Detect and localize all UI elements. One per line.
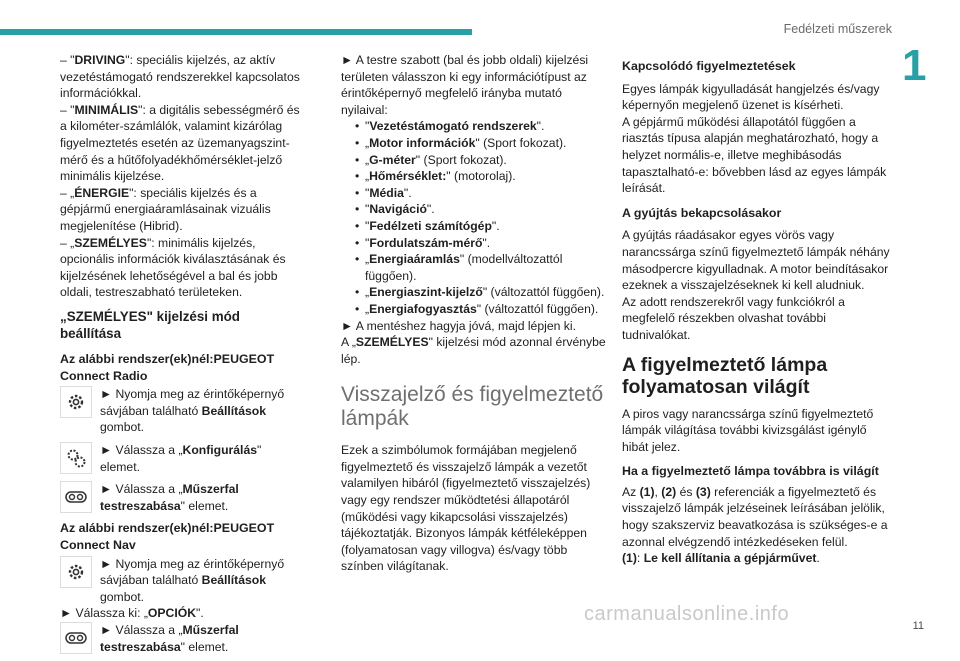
list-item: • "Fordulatszám-mérő". <box>355 235 606 252</box>
warning-lamps-heading: Visszajelző és figyelmeztető lámpák <box>341 383 604 431</box>
step-row <box>60 442 300 475</box>
related-warnings-heading: Kapcsolódó figyelmeztetések <box>622 59 796 73</box>
ignition-heading: A gyújtás bekapcsolásakor <box>622 205 782 220</box>
info-type-list <box>341 118 606 317</box>
ignition-body: A gyújtás ráadásakor egyes vörös vagy narancssárga színű figyelmeztető lámpák néhány másodpercre kigyulladnak. A motor beindításakor ezeknek a visszajelzéseknek ki kell aludniuk. Az adott rendszerekről vagy funkciókról a megfelelő részekben olvashat további tudnivalókat. <box>622 228 890 342</box>
section-title: Fedélzeti műszerek <box>783 22 892 36</box>
list-item: • „Hőmérséklet:" (motorolaj). <box>355 168 606 185</box>
list-item: • „Energiaáramlás" (modellváltozattól függően). <box>355 251 606 284</box>
step-row <box>60 556 300 606</box>
persistent-lamp-heading: Ha a figyelmeztető lámpa továbbra is világít <box>622 464 879 479</box>
personal-mode-heading: „SZEMÉLYES" kijelzési mód beállítása <box>60 308 240 341</box>
column-3 <box>622 58 890 567</box>
double-gear-icon <box>60 442 92 474</box>
step-text: ► Válassza a „Műszerfal testreszabása" elemet. <box>100 482 239 513</box>
gear-icon <box>60 386 92 418</box>
column-1 <box>60 52 300 661</box>
header-accent-bar <box>0 29 472 35</box>
dashboard-icon <box>60 622 92 654</box>
chapter-number: 1 <box>902 41 927 90</box>
gear-icon <box>60 556 92 588</box>
page-number: 11 <box>912 620 924 632</box>
step-row <box>60 386 300 436</box>
mode-item: – "MINIMÁLIS": a digitális sebességmérő és a kilométer-számlálók, valamint kizárólag figyelmeztetés esetén az üzemanyagszint-mérő és a hűtőfolyadékhőmérséklet-jelző minimális kijelzése. <box>60 102 300 184</box>
warning-lamps-body: Ezek a szimbólumok formájában megjelenő figyelmeztető és visszajelző lámpák a vezetőt valamilyen hibáról (figyelmeztető visszajelzés) vagy egy rendszer működtetési állapotáról (működési vagy kikapcsolási visszajelzés) tájékoztatják. Bizonyos lámpák kétféleképpen (folyamatosan vagy villogva) és/vagy több színben világítanak. <box>341 443 591 574</box>
step-text: ► Válassza ki: „OPCIÓK". <box>60 606 204 621</box>
reference-1-text: (1): Le kell állítania a gépjárművet. <box>622 551 820 566</box>
mode-list <box>60 52 300 301</box>
list-item: • "Média". <box>355 185 606 202</box>
step-text: ► Válassza a „Konfigurálás" elemet. <box>100 443 262 474</box>
dashboard-icon <box>60 481 92 513</box>
watermark: carmanualsonline.info <box>584 603 790 625</box>
persistent-lamp-body: Az (1), (2) és (3) referenciák a figyelmeztető és visszajelző lámpák jelzéseinek leírásában jelölik, hogy szakszerviz beavatkozása is szükséges-e a azonnal elvégzendő intézkedéseken felül. <box>622 484 888 549</box>
list-item: • "Navigáció". <box>355 201 606 218</box>
radio-system-heading: Az alábbi rendszer(ek)nél:PEUGEOT Connect Radio <box>60 352 275 383</box>
mode-item: – „ÉNERGIE": speciális kijelzés és a gépjármű energiaáramlásainak vizuális megjelenítése (Hibrid). <box>60 185 271 233</box>
final-text: A „SZEMÉLYES" kijelzési mód azonnal érvénybe lép. <box>341 335 606 366</box>
continuous-lamp-body: A piros vagy narancssárga színű figyelmeztető lámpák világítása további kivizsgálást igénylő hibát jelez. <box>622 406 874 454</box>
step-row <box>60 481 300 514</box>
related-warnings-body: Egyes lámpák kigyulladását hangjelzés és/vagy képernyőn megjelenő üzenet is kísérheti. A gépjármű működési állapotától függően a riasztás típusa alapján meghatározható, hogy a helyzet normális-e, illetve meghibásodás tapasztalható-e: bővebben lásd az egyes lámpák leírását. <box>622 81 887 196</box>
mode-item: – „SZEMÉLYES": minimális kijelzés, opcionális információk kiválasztásának és kijelzésének lehetőségével a bal és jobb oldali, testreszabható területeken. <box>60 235 286 300</box>
continuous-lamp-heading: A figyelmeztető lámpa folyamatosan világít <box>622 353 828 398</box>
list-item: • „Energiaszint-kijelző" (változattól függően). <box>355 284 606 301</box>
list-item: • „Motor információk" (Sport fokozat). <box>355 135 606 152</box>
column-2 <box>341 52 606 575</box>
step-row <box>60 622 300 655</box>
list-item: • „G-méter" (Sport fokozat). <box>355 152 606 169</box>
mode-item: – "DRIVING": speciális kijelzés, az aktív vezetéstámogató rendszerekkel kapcsolatos információkkal. <box>60 53 300 101</box>
step-text: ► Válassza a „Műszerfal testreszabása" elemet. <box>100 623 239 654</box>
save-text: ► A mentéshez hagyja jóvá, majd lépjen ki. <box>341 318 576 333</box>
step-text: ► Nyomja meg az érintőképernyő sávjában található Beállítások gombot. <box>100 387 285 435</box>
nav-system-heading: Az alábbi rendszer(ek)nél:PEUGEOT Connect Nav <box>60 521 275 553</box>
list-item: • „Energiafogyasztás" (változattól függően). <box>355 301 606 318</box>
intro-text: ► A testre szabott (bal és jobb oldali) kijelzési területen válasszon ki egy információtípust az érintőképernyő megfelelő irányba mutató nyilaival: <box>341 53 589 117</box>
list-item: • "Vezetéstámogató rendszerek". <box>355 118 606 135</box>
list-item: • "Fedélzeti számítógép". <box>355 218 606 235</box>
step-text: ► Nyomja meg az érintőképernyő sávjában található Beállítások gombot. <box>100 556 285 604</box>
